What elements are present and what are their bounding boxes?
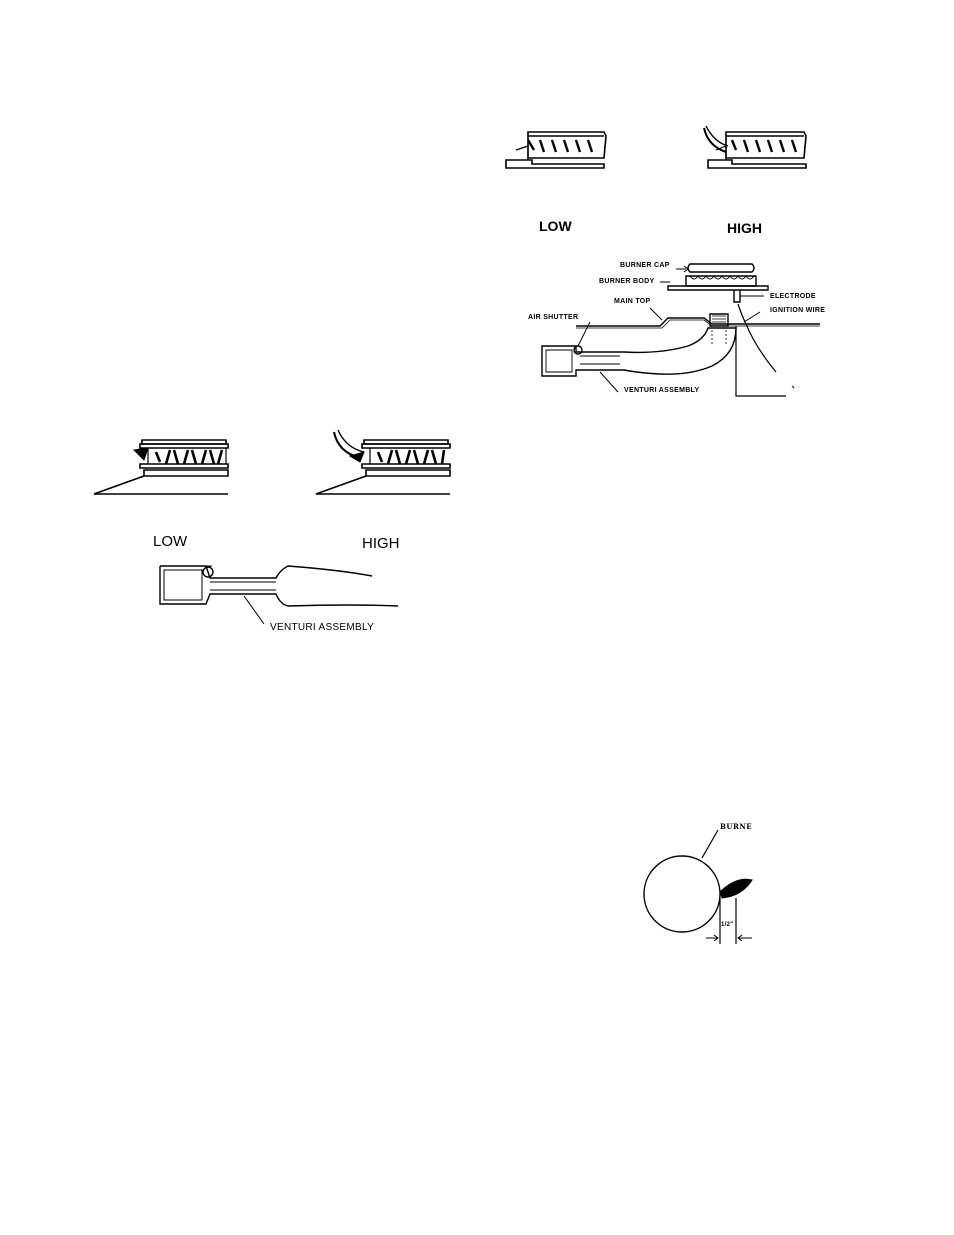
top-low-label: LOW [539,218,572,234]
venturi-assembly-top-label: VENTURI ASSEMBLY [624,387,700,394]
burner-cap-shape [688,264,754,272]
ignition-wire-label: IGNITION WIRE [770,307,826,314]
top-high-label: HIGH [727,220,762,236]
burner-high-left [316,430,450,494]
main-top-label: MAIN TOP [614,298,651,305]
burner-circle [644,856,720,932]
burner-low-top [506,132,606,168]
venturi-left [160,566,398,624]
electrode-label: ELECTRODE [770,293,816,300]
burner-cap-label: BURNER CAP [620,262,670,269]
venturi-assembly-left-label: VENTURI ASSEMBLY [270,622,375,633]
left-high-label: HIGH [362,535,400,552]
burner-high-top [704,126,806,168]
burner-label: BURNE [720,822,753,831]
electrode-shape [734,290,740,302]
burner-low-left [94,440,228,494]
burner-body-shape [686,276,756,286]
venturi-shape [542,328,736,376]
left-low-label: LOW [153,533,188,550]
burner-body-label: BURNER BODY [599,278,655,285]
main-top-shape [576,318,820,326]
air-shutter-label: AIR SHUTTER [528,314,579,321]
flame-dimension-label: 1/2" [721,922,734,928]
